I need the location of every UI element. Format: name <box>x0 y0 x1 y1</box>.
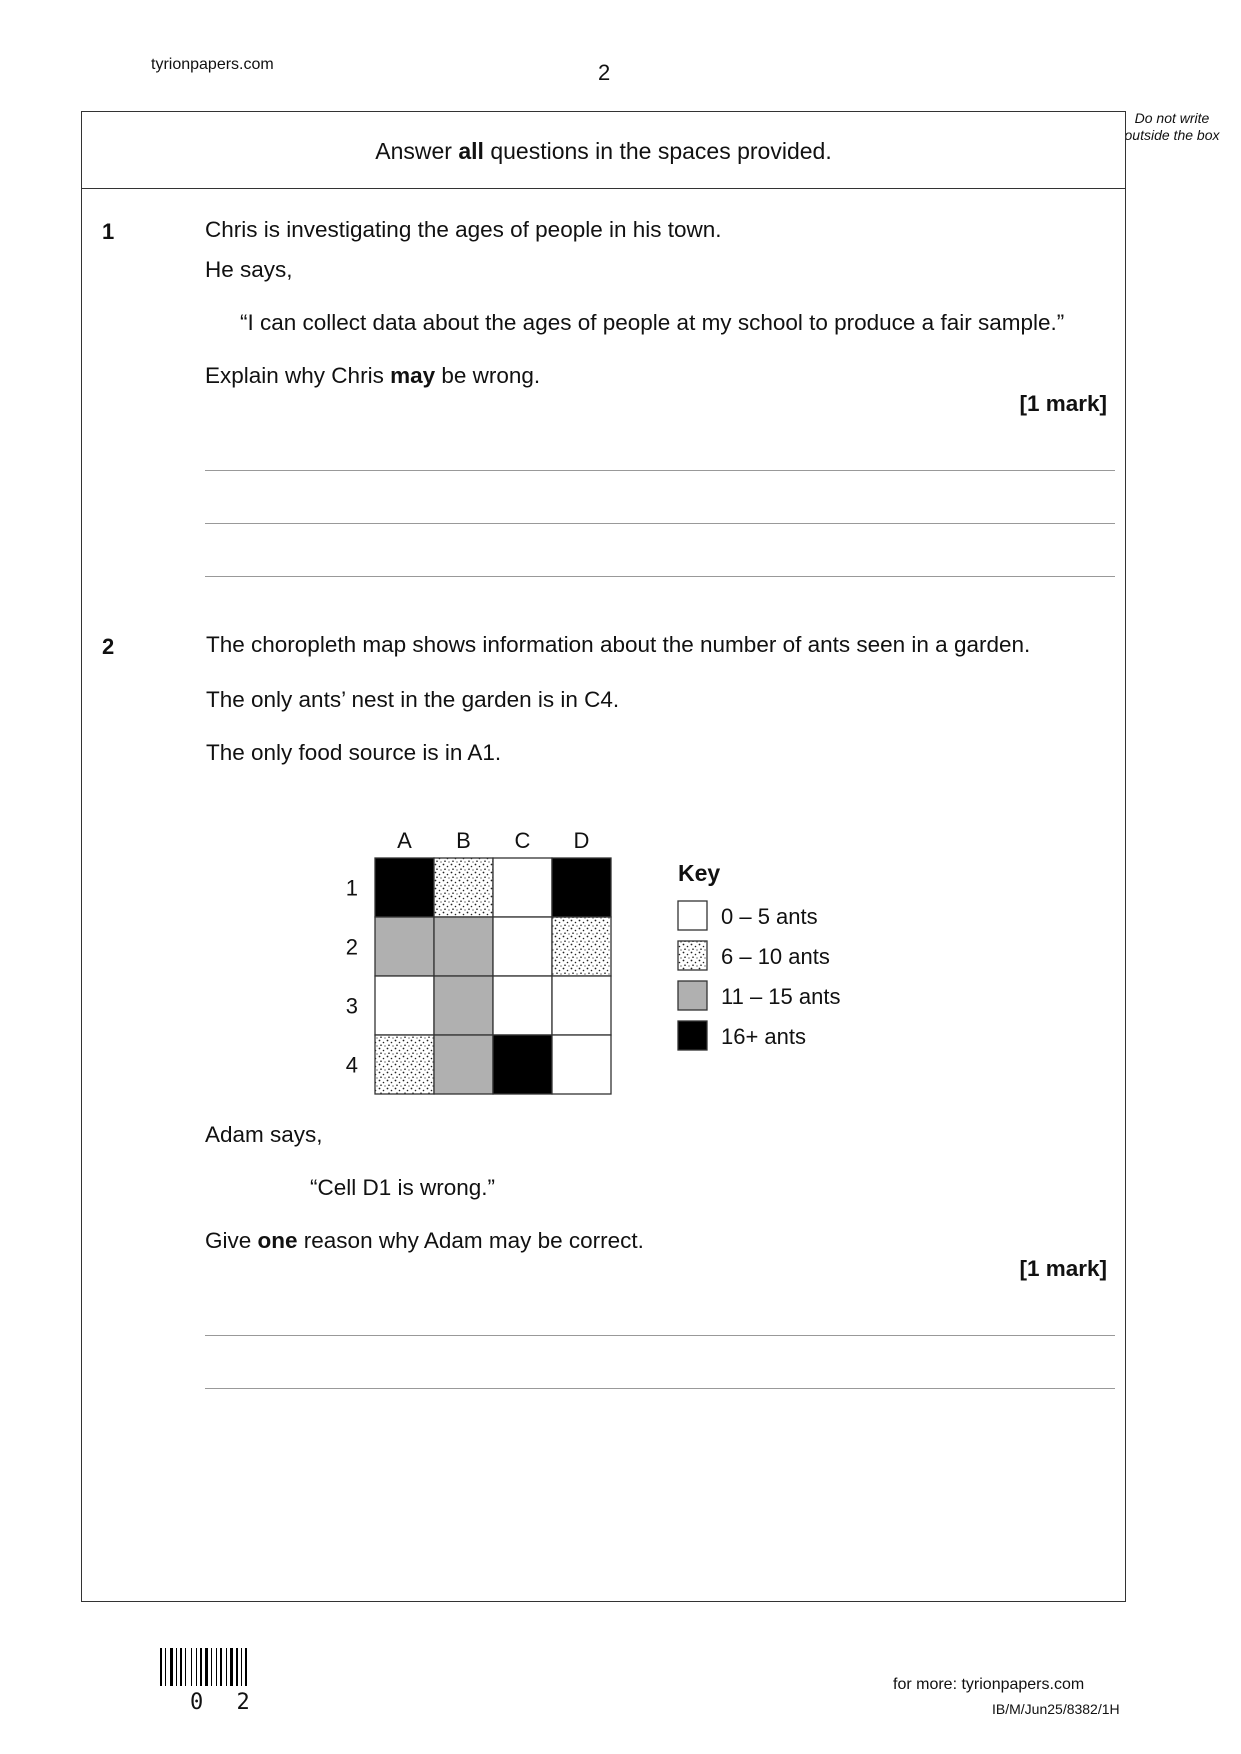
barcode-bar <box>216 1648 217 1686</box>
question-2-number: 2 <box>102 634 115 659</box>
barcode-bar <box>245 1648 247 1686</box>
map-cell-c3 <box>493 976 552 1035</box>
key-swatch-black <box>678 1021 707 1050</box>
map-cell-c4 <box>493 1035 552 1094</box>
question-1-number: 1 <box>102 219 115 244</box>
q1-answer-line-3[interactable] <box>205 576 1115 577</box>
barcode <box>160 1648 275 1686</box>
map-cell-c1 <box>493 858 552 917</box>
map-column-labels <box>397 828 589 853</box>
footer-more-link[interactable]: for more: tyrionpapers.com <box>893 1676 1085 1693</box>
q2-answer-line-2[interactable] <box>205 1388 1115 1389</box>
key-label-dotted: 6 – 10 ants <box>721 944 830 969</box>
column-label-c: C <box>514 828 531 853</box>
margin-note: Do not write outside the box <box>1124 110 1220 143</box>
map-cell-d2 <box>552 917 611 976</box>
barcode-bar <box>230 1648 233 1686</box>
row-label-1: 1 <box>345 875 358 901</box>
q2-quote: “Cell D1 is wrong.” <box>310 1175 496 1200</box>
key-swatch-dotted <box>678 941 707 970</box>
barcode-bar <box>170 1648 173 1686</box>
key-swatch-grey <box>678 981 707 1010</box>
instruction-suffix: questions in the spaces provided. <box>483 138 832 164</box>
q2-marks: [1 mark] <box>1019 1256 1107 1281</box>
row-label-4: 4 <box>345 1052 358 1078</box>
map-cell-c2 <box>493 917 552 976</box>
row-label-2: 2 <box>345 934 358 960</box>
column-label-b: B <box>456 828 471 853</box>
q1-line2: He says, <box>205 257 293 282</box>
page-number: 2 <box>598 60 611 85</box>
key-title: Key <box>678 860 721 886</box>
map-row-labels <box>346 876 358 1078</box>
instruction <box>81 138 1126 165</box>
map-cell-b2 <box>434 917 493 976</box>
key-label-grey: 11 – 15 ants <box>721 984 841 1009</box>
q2-prompt-suffix: reason why Adam may be correct. <box>297 1228 644 1253</box>
barcode-bar <box>236 1648 238 1686</box>
barcode-bar <box>241 1648 242 1686</box>
row-label-3: 3 <box>345 993 358 1019</box>
key-label-black: 16+ ants <box>721 1024 807 1049</box>
barcode-bar <box>191 1648 192 1686</box>
barcode-bar <box>185 1648 186 1686</box>
barcode-bar <box>205 1648 208 1686</box>
barcode-bar <box>160 1648 162 1686</box>
barcode-bar <box>226 1648 227 1686</box>
barcode-bar <box>200 1648 202 1686</box>
barcode-bar <box>220 1648 222 1686</box>
instruction-prefix: Answer <box>375 138 459 164</box>
map-cell-d1 <box>552 858 611 917</box>
header-divider <box>81 188 1126 189</box>
map-cell-b3 <box>434 976 493 1035</box>
q1-marks: [1 mark] <box>1019 391 1107 416</box>
q1-prompt <box>205 362 540 390</box>
q2-line2: The only ants’ nest in the garden is in C4. <box>206 687 620 712</box>
q2-line1: The choropleth map shows information about the number of ants seen in a garden. <box>206 632 1031 657</box>
key-label-white: 0 – 5 ants <box>721 904 818 929</box>
q1-prompt-suffix: be wrong. <box>435 363 541 388</box>
barcode-bar <box>176 1648 177 1686</box>
map-cell-a3 <box>375 976 434 1035</box>
map-key <box>678 901 840 1050</box>
site-name: tyrionpapers.com <box>151 56 274 73</box>
key-swatch-white <box>678 901 707 930</box>
q1-answer-line-2[interactable] <box>205 523 1115 524</box>
choropleth-map <box>330 815 870 1100</box>
map-cell-d3 <box>552 976 611 1035</box>
paper-code: IB/M/Jun25/8382/1H <box>992 1701 1120 1717</box>
q2-prompt-bold: one <box>257 1228 298 1253</box>
q1-answer-line-1[interactable] <box>205 470 1115 471</box>
map-cell-a4 <box>375 1035 434 1094</box>
q2-line3: The only food source is in A1. <box>206 740 502 765</box>
map-cell-b4 <box>434 1035 493 1094</box>
map-cell-b1 <box>434 858 493 917</box>
barcode-bar <box>196 1648 197 1686</box>
map-grid <box>375 858 611 1094</box>
map-cell-a1 <box>375 858 434 917</box>
q1-quote: “I can collect data about the ages of people at my school to produce a fair sample.” <box>240 310 1065 335</box>
instruction-bold: all <box>458 138 484 164</box>
q2-prompt <box>205 1227 644 1255</box>
q1-prompt-prefix: Explain why Chris <box>205 363 391 388</box>
barcode-bar <box>180 1648 182 1686</box>
q2-answer-line-1[interactable] <box>205 1335 1115 1336</box>
q2-prompt-prefix: Give <box>205 1228 258 1253</box>
barcode-bar <box>211 1648 212 1686</box>
q1-prompt-bold: may <box>390 363 436 388</box>
q1-line1: Chris is investigating the ages of people in his town. <box>205 217 722 242</box>
map-cell-d4 <box>552 1035 611 1094</box>
adam-says: Adam says, <box>205 1122 323 1147</box>
column-label-d: D <box>573 828 590 853</box>
column-label-a: A <box>397 828 412 853</box>
barcode-bar <box>165 1648 166 1686</box>
map-cell-a2 <box>375 917 434 976</box>
barcode-number: 0 2 <box>190 1690 260 1715</box>
